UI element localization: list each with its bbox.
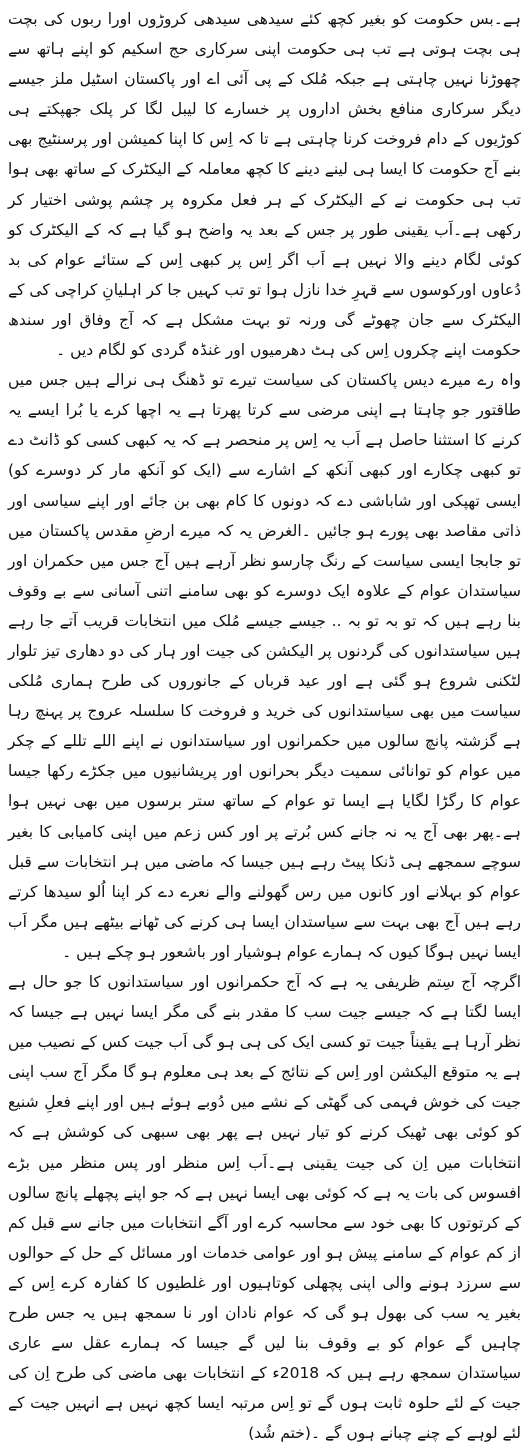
article-paragraph: ہے۔بس حکومت کو بغیر کچھ کئے سیدھی سیدھی کروڑوں اورا ربوں کی بچت ہی بچت ہوتی ہے تب ہی حکومت اپنی سرکاری حج اسکیم کو اپنے ہاتھ سے چھوڑنا نہیں چاہتی ہے جبکہ مُلک کے پی آئی اے اور پاکستان اسٹیل ملز جیسے دیگر سرکاری منافع بخش اداروں پر خسارے کا لیبل لگا کر پلک جھپکتے ہی کوڑیوں کے دام فروخت کرنا چاہتی ہے تا کہ اِس کا اپنا کمیشن اور پرسنٹیج بھی بنے آج حکومت کا ایسا ہی لینے دینے کا کچھ معاملہ کے الیکٹرک کے ساتھ بھی ہوا تب ہی حکومت نے کے الیکٹرک کے ہر فعل مکروہ پر چشم پوشی اختیار کر رکھی ہے۔اَب یقینی طور پر جس کے بعد یہ واضح ہو گیا ہے کہ کے الیکٹرک کو کوئی لگام دینے والا نہیں ہے اَب اگر اِس پر کبھی اِس کے ستائے عوام کی بد دُعاوں اورکوسوں سے قہرِ خدا نازل ہوا تو تب کہیں جا کر اہلیانِ کراچی کی کے الیکٹرک سے جان چھوٹے گی ورنہ تو بہت مشکل ہے کہ آج وفاق اور سندھ حکومت اپنے چکروں اِس کی ہٹ دھرمیوں اور غنڈہ گردی کو لگام دیں ۔ <box>8 10 521 360</box>
urdu-article-body <box>8 4 521 1449</box>
article-paragraph: اگرچہ آج سِتم ظریفی یہ ہے کہ آج حکمرانوں اور سیاستدانوں کا جو حال ہے ایسا لگتا ہے کہ جیسے جیت سب کا مقدر بنے گی مگر ایسا نہیں ہے جیسا کہ نظر آرہا ہے یقیناً جیت تو کسی ایک کی ہی ہو گی اَب جیت کس کے نصیب میں ہے یہ متوقع الیکشن اور اِس کے نتائج کے بعد ہی معلوم ہو گا مگر آج سب اپنی جیت کی خوش فہمی کی گھٹی کے نشے میں دُوبے ہوئے ہیں اور اپنے فعلِ شنیع کو کوئی بھی ٹھیک کرنے کو تیار نہیں ہے پھر بھی سبھی کی کوشش ہے کہ انتخابات میں اِن کی جیت یقینی ہے۔اَب اِس منظر اور پس منظر میں بڑے افسوس کی بات یہ ہے کہ کوئی بھی ایسا نہیں ہے کہ جو اپنے پچھلے پانچ سالوں کے کرتوتوں کا بھی خود سے محاسبہ کرے اور آگے انتخابات میں جانے سے قبل کم از کم عوام کے سامنے پیش ہو اور عوامی خدمات اور مسائل کے حل کے حوالوں سے سرزد ہونے والی اپنی پچھلی کوتاہیوں اور غلطیوں کا کفارہ کرے اِس کے بغیر یہ سب کی بھول ہو گی کہ عوام نادان اور نا سمجھ ہیں یہ جس طرح چاہیں گے عوام کو بے وقوف بنا لیں گے جیسا کہ ہمارے عقل سے عاری سیاستدان سمجھ رہے ہیں کہ 2018ء کے انتخابات بھی ماضی کی طرح اِن کی جیت کے لئے حلوہ ثابت ہوں گے تو اِس مرتبہ ایسا کچھ نہیں ہے انہیں جیت کے لئے لوہے کے چنے چبانے ہوں گے ۔(ختم شُد) <box>8 973 521 1443</box>
article-paragraph: واہ رے میرے دیس پاکستان کی سیاست تیرے تو ڈھنگ ہی نرالے ہیں جس میں طاقتور جو چاہتا ہے اپنی مرضی سے کرتا پھرتا ہے یہ اچھا کرے یا بُرا ایسے یہ کرنے کا استثنا حاصل ہے اَب یہ اِس پر منحصر ہے کہ یہ کبھی کسی کو ڈانٹ دے تو کبھی چکارے اور کبھی آنکھ کے اشارے سے (ایک کو آنکھ مار کر دوسرے کو) ایسی تھپکی اور شاباشی دے کہ دونوں کا کام بھی بن جائے اور اپنے سیاسی اور ذاتی مقاصد بھی پورے ہو جائیں ۔الغرض یہ کہ میرے ارضِ مقدس پاکستان میں تو جابجا ایسی سیاست کے رنگ چارسو نظر آرہے ہیں آج جس میں حکمران اور سیاستدان عوام کے علاوہ ایک دوسرے کو بھی سامنے اتنی آسانی سے بے وقوف بنا رہے ہیں کہ تو بہ تو بہ .. جیسے جیسے مُلک میں انتخابات قریب آتے جا رہے ہیں سیاستدانوں کی گردنوں پر الیکشن کی جیت اور ہار کی دو دھاری تیز تلوار لٹکنی شروع ہو گئی ہے اور عید قرباں کے جانوروں کی طرح ہماری مُلکی سیاست میں بھی سیاستدانوں کی خرید و فروخت کا سلسلہ عروج پر پہنچ رہا ہے گزشتہ پانچ سالوں میں حکمرانوں اور سیاستدانوں نے اپنے اللے تللے کے چکر میں عوام کو توانائی سمیت دیگر بحرانوں اور پریشانیوں میں جکڑے رکھا جیسا عوام کا رگڑا لگایا ہے ایسا تو عوام کے ساتھ ستر برسوں میں بھی نہیں ہوا ہے۔پھر بھی آج یہ نہ جانے کس بُرتے پر اور کس زعم میں اپنی کامیابی کا بغیر سوچے سمجھے ہی ڈنکا پیٹ رہے ہیں جیسا کہ ماضی میں ہر انتخابات سے قبل عوام کو بہلانے اور کانوں میں رس گھولنے والے نعرے دے کر اپنا اُلو سیدھا کرتے رہے ہیں آج بھی بہت سے سیاستدان ایسا ہی کرنے کی ٹھانے بیٹھے ہیں مگر اَب ایسا نہیں ہوگا کیوں کہ ہمارے عوام ہوشیار اور باشعور ہو چکے ہیں ۔ <box>8 371 521 961</box>
